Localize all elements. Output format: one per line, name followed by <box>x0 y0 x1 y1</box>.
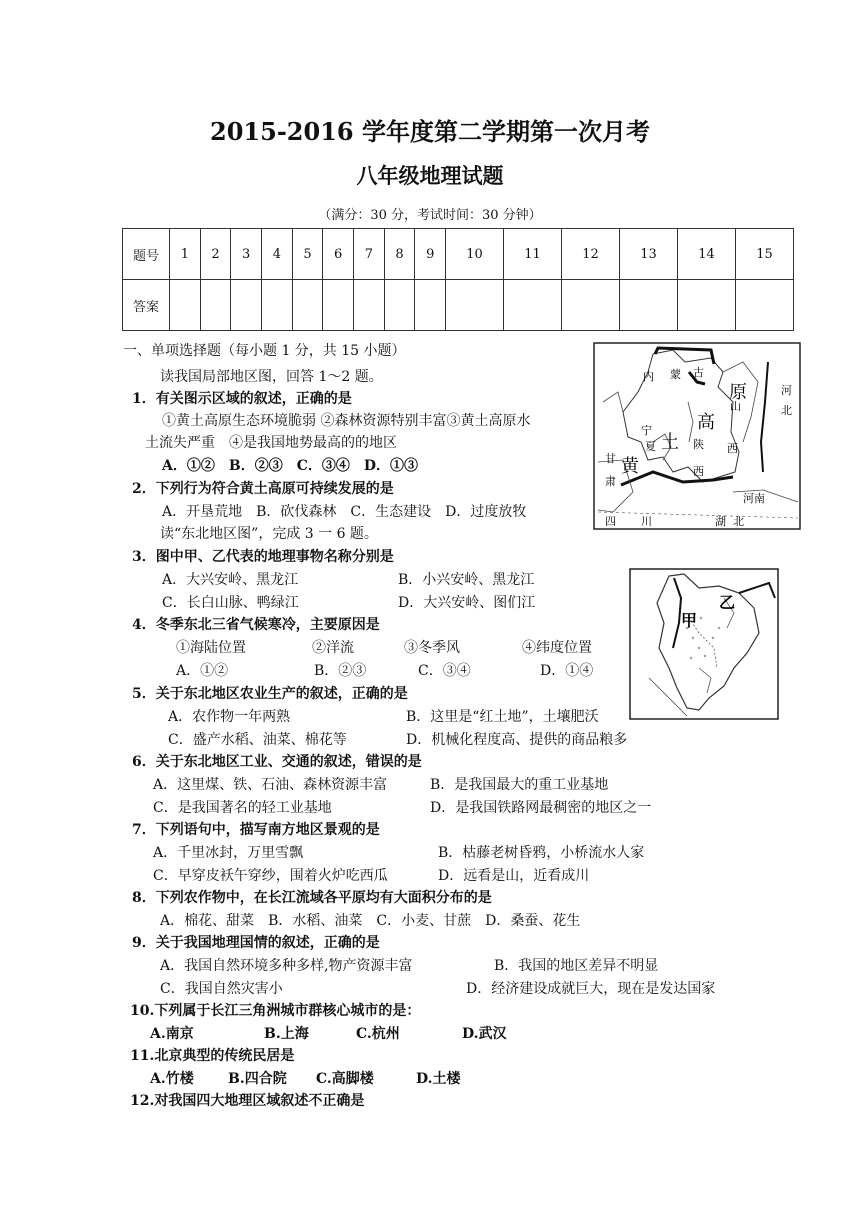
answer-table-row2-label: 答案 <box>123 280 170 331</box>
question-4-option: C．③④ <box>418 663 471 679</box>
question-5-option-c: C．盛产水稻、油菜、棉花等 <box>168 732 347 748</box>
answer-cell[interactable] <box>415 280 446 331</box>
question-4-item: ②洋流 <box>312 640 354 656</box>
map-label: 山 <box>730 400 741 413</box>
answer-cell[interactable] <box>170 280 201 331</box>
question-9-option-c: C．我国自然灾害小 <box>160 981 283 997</box>
answer-cell[interactable] <box>354 280 385 331</box>
question-6-option-c: C．是我国著名的轻工业基地 <box>153 800 332 816</box>
question-number-cell: 7 <box>354 229 385 280</box>
question-number-cell: 4 <box>262 229 293 280</box>
map-label: 甘 <box>605 452 616 465</box>
map-label: 北 <box>733 515 744 528</box>
section-heading: 一、单项选择题（每小题 1 分，共 15 小题） <box>123 343 406 359</box>
question-4-item: ①海陆位置 <box>176 640 246 656</box>
map-label: 宁 <box>641 424 652 437</box>
loess-plateau-map <box>593 342 801 530</box>
question-7-option-b: B．枯藤老树昏鸦，小桥流水人家 <box>438 845 645 861</box>
answer-table-row1-label: 题号 <box>123 229 170 280</box>
question-number-cell: 2 <box>200 229 231 280</box>
map-label: 湖 <box>715 515 726 528</box>
question-2-stem: 2．下列行为符合黄土高原可持续发展的是 <box>132 481 394 497</box>
question-number-cell: 15 <box>735 229 793 280</box>
map-label: 肃 <box>605 475 616 488</box>
question-1-line: 土流失严重 ④是我国地势最高的的地区 <box>145 435 397 451</box>
question-8-options: A．棉花、甜菜 B．水稻、油菜 C．小麦、甘蔗 D．桑蚕、花生 <box>160 913 581 929</box>
map-label: 西 <box>727 442 738 455</box>
question-6-option-d: D．是我国铁路网最稠密的地区之一 <box>430 800 652 816</box>
question-number-cell: 11 <box>504 229 562 280</box>
question-5-option-b: B．这里是“红土地”，土壤肥沃 <box>406 709 599 725</box>
question-4-stem: 4．冬季东北三省气候寒冷，主要原因是 <box>132 617 380 633</box>
answer-cell[interactable] <box>384 280 415 331</box>
question-number-cell: 5 <box>292 229 323 280</box>
question-11-stem: 11.北京典型的传统民居是 <box>130 1048 295 1064</box>
question-10-option: D.武汉 <box>462 1026 507 1042</box>
question-10-option: A.南京 <box>150 1026 194 1042</box>
question-10-option: B.上海 <box>264 1026 309 1042</box>
question-number-cell: 3 <box>231 229 262 280</box>
question-4-item: ④纬度位置 <box>522 640 592 656</box>
question-number-cell: 6 <box>323 229 354 280</box>
map-label-yi: 乙 <box>719 593 736 612</box>
question-1-stem: 1．有关图示区域的叙述，正确的是 <box>132 391 352 407</box>
map-label: 河南 <box>743 492 765 505</box>
question-4-option: D．①④ <box>540 663 594 679</box>
question-5-option-a: A．农作物一年两熟 <box>168 709 291 725</box>
question-1-line: ①黄土高原生态环境脆弱 ②森林资源特别丰富③黄土高原水 <box>162 413 531 429</box>
question-3-option-a: A．大兴安岭、黑龙江 <box>162 572 299 588</box>
map-label: 原 <box>729 382 747 403</box>
section-intro-1: 读我国局部地区图，回答 1～2 题。 <box>160 369 383 385</box>
page-title: 2015-2016 学年度第二学期第一次月考 <box>210 117 650 146</box>
question-number-cell: 13 <box>620 229 678 280</box>
answer-cell[interactable] <box>231 280 262 331</box>
question-number-cell: 1 <box>170 229 201 280</box>
answer-cell[interactable] <box>323 280 354 331</box>
question-4-option: B．②③ <box>314 663 367 679</box>
question-number-cell: 8 <box>384 229 415 280</box>
map-label: 西 <box>693 465 704 478</box>
question-7-option-d: D．远看是山，近看成川 <box>438 868 590 884</box>
question-2-options: A．开垦荒地 B．砍伐森林 C．生态建设 D．过度放牧 <box>162 504 527 520</box>
question-10-stem: 10.下列属于长江三角洲城市群核心城市的是： <box>130 1003 421 1019</box>
question-11-option: A.竹楼 <box>150 1071 194 1087</box>
answer-cell[interactable] <box>677 280 735 331</box>
question-12-stem: 12.对我国四大地理区域叙述不正确是 <box>130 1093 365 1109</box>
question-number-cell: 10 <box>446 229 504 280</box>
question-8-stem: 8．下列农作物中，在长江流域各平原均有大面积分布的是 <box>132 890 492 906</box>
answer-table-number-row <box>123 229 794 280</box>
answer-cell[interactable] <box>446 280 504 331</box>
map-label-jia: 甲 <box>681 611 698 630</box>
answer-cell[interactable] <box>735 280 793 331</box>
answer-cell[interactable] <box>200 280 231 331</box>
answer-table-answer-row <box>123 280 794 331</box>
map-label: 古 <box>693 366 704 379</box>
northeast-china-map <box>629 568 779 720</box>
question-3-option-b: B．小兴安岭、黑龙江 <box>398 572 535 588</box>
question-5-option-d: D．机械化程度高、提供的商品粮多 <box>406 732 628 748</box>
question-11-option: D.土楼 <box>416 1071 461 1087</box>
question-number-cell: 14 <box>677 229 735 280</box>
question-7-stem: 7．下列语句中，描写南方地区景观的是 <box>132 822 380 838</box>
answer-cell[interactable] <box>562 280 620 331</box>
question-11-option: C.高脚楼 <box>316 1071 374 1087</box>
question-6-option-b: B．是我国最大的重工业基地 <box>430 777 609 793</box>
answer-cell[interactable] <box>504 280 562 331</box>
map-label: 四 <box>605 515 616 528</box>
map-label: 河 <box>781 384 792 397</box>
answer-cell[interactable] <box>292 280 323 331</box>
map-label: 陕 <box>693 438 704 451</box>
question-number-cell: 12 <box>562 229 620 280</box>
map-label: 川 <box>641 515 652 528</box>
question-9-stem: 9．关于我国地理国情的叙述，正确的是 <box>132 935 380 951</box>
question-4-item: ③冬季风 <box>404 640 460 656</box>
map-label: 黄 <box>621 456 639 477</box>
question-10-option: C.杭州 <box>356 1026 400 1042</box>
question-7-option-a: A．千里冰封，万里雪飘 <box>153 845 304 861</box>
question-1-options: A．①② B．②③ C．③④ D．①③ <box>162 458 418 474</box>
question-9-option-b: B．我国的地区差异不明显 <box>494 958 659 974</box>
question-7-option-c: C．早穿皮袄午穿纱，围着火炉吃西瓜 <box>153 868 388 884</box>
question-6-stem: 6．关于东北地区工业、交通的叙述，错误的是 <box>132 754 422 770</box>
question-6-option-a: A．这里煤、铁、石油、森林资源丰富 <box>153 777 388 793</box>
map-label: 土 <box>661 432 679 453</box>
section-intro-2: 读“东北地区图”，完成 3 一 6 题。 <box>160 526 378 542</box>
question-9-option-a: A．我国自然环境多种多样,物产资源丰富 <box>160 958 413 974</box>
question-11-option: B.四合院 <box>228 1071 287 1087</box>
exam-note: （满分：30 分，考试时间：30 分钟） <box>318 208 542 223</box>
map-label: 蒙 <box>670 368 681 381</box>
question-3-stem: 3．图中甲、乙代表的地理事物名称分别是 <box>132 549 394 565</box>
answer-table <box>122 228 794 331</box>
map-label: 夏 <box>645 440 656 453</box>
question-number-cell: 9 <box>415 229 446 280</box>
map-label: 高 <box>697 412 715 433</box>
question-3-option-d: D．大兴安岭、图们江 <box>398 595 536 611</box>
map-label: 北 <box>781 404 792 417</box>
question-3-option-c: C．长白山脉、鸭绿江 <box>162 595 299 611</box>
answer-cell[interactable] <box>620 280 678 331</box>
answer-cell[interactable] <box>262 280 293 331</box>
question-4-option: A．①② <box>176 663 229 679</box>
question-9-option-d: D．经济建设成就巨大，现在是发达国家 <box>466 981 716 997</box>
question-5-stem: 5．关于东北地区农业生产的叙述，正确的是 <box>132 686 408 702</box>
page-subtitle: 八年级地理试题 <box>356 163 504 188</box>
map-label: 内 <box>643 370 654 383</box>
